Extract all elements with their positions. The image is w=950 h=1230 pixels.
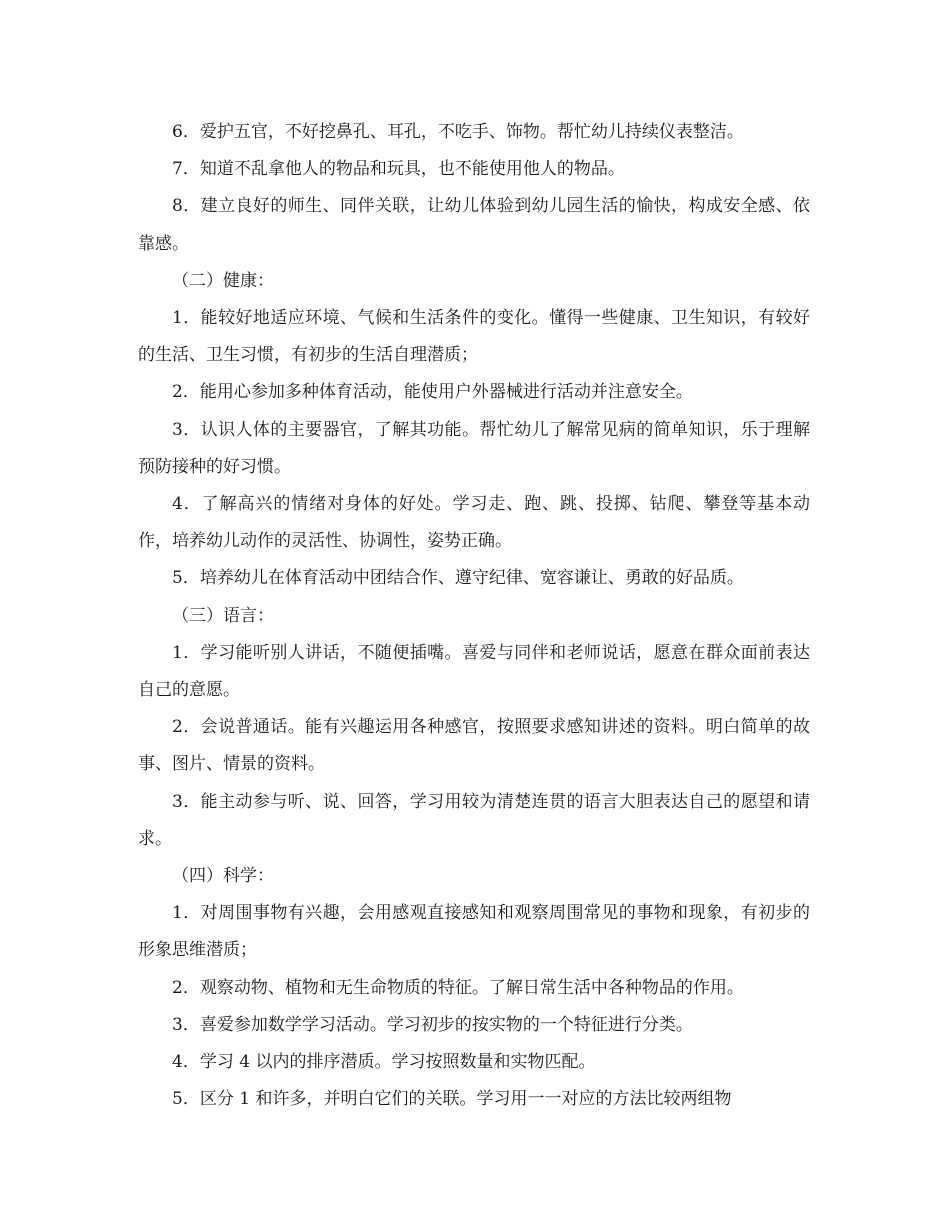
paragraph: 5．区分 1 和许多，并明白它们的关联。学习用一一对应的方法比较两组物 <box>172 1089 732 1110</box>
paragraph: 8．建立良好的师生、同伴关联，让幼儿体验到幼儿园生活的愉快，构成安全感、依靠感。 <box>138 196 810 254</box>
paragraph: 3．认识人体的主要器官，了解其功能。帮忙幼儿了解常见病的简单知识，乐于理解预防接种的好习惯。 <box>138 419 810 477</box>
paragraph: 2．会说普通话。能有兴趣运用各种感官，按照要求感知讲述的资料。明白简单的故事、图片、情景的资料。 <box>138 717 810 775</box>
section-heading: （三）语言： <box>172 605 274 626</box>
paragraph: 4．了解高兴的情绪对身体的好处。学习走、跑、跳、投掷、钻爬、攀登等基本动作，培养幼儿动作的灵活性、协调性，姿势正确。 <box>138 494 810 552</box>
paragraph: 2．能用心参加多种体育活动，能使用户外器械进行活动并注意安全。 <box>172 382 693 403</box>
paragraph: 3．能主动参与听、说、回答，学习用较为清楚连贯的语言大胆表达自己的愿望和请求。 <box>138 791 810 849</box>
paragraph: 6．爱护五官，不好挖鼻孔、耳孔，不吃手、饰物。帮忙幼儿持续仪表整洁。 <box>172 122 744 142</box>
paragraph: 5．培养幼儿在体育活动中团结合作、遵守纪律、宽容谦让、勇敢的好品质。 <box>172 568 744 589</box>
paragraph: 1．对周围事物有兴趣，会用感观直接感知和观察周围常见的事物和现象，有初步的形象思维潜质； <box>138 903 810 961</box>
paragraph: 1．学习能听别人讲话，不随便插嘴。喜爱与同伴和老师说话，愿意在群众面前表达自己的意愿。 <box>138 642 810 701</box>
section-heading: （四）科学： <box>172 866 274 887</box>
section-heading: （二）健康： <box>172 270 274 291</box>
paragraph: 2．观察动物、植物和无生命物质的特征。了解日常生活中各种物品的作用。 <box>172 977 744 998</box>
paragraph: 1．能较好地适应环境、气候和生活条件的变化。懂得一些健康、卫生知识，有较好的生活、卫生习惯，有初步的生活自理潜质； <box>138 308 810 366</box>
document-body <box>138 114 810 1118</box>
paragraph: 4．学习 4 以内的排序潜质。学习按照数量和实物匹配。 <box>172 1052 596 1073</box>
paragraph: 7．知道不乱拿他人的物品和玩具，也不能使用他人的物品。 <box>172 159 625 180</box>
paragraph: 3．喜爱参加数学学习活动。学习初步的按实物的一个特征进行分类。 <box>172 1014 693 1035</box>
